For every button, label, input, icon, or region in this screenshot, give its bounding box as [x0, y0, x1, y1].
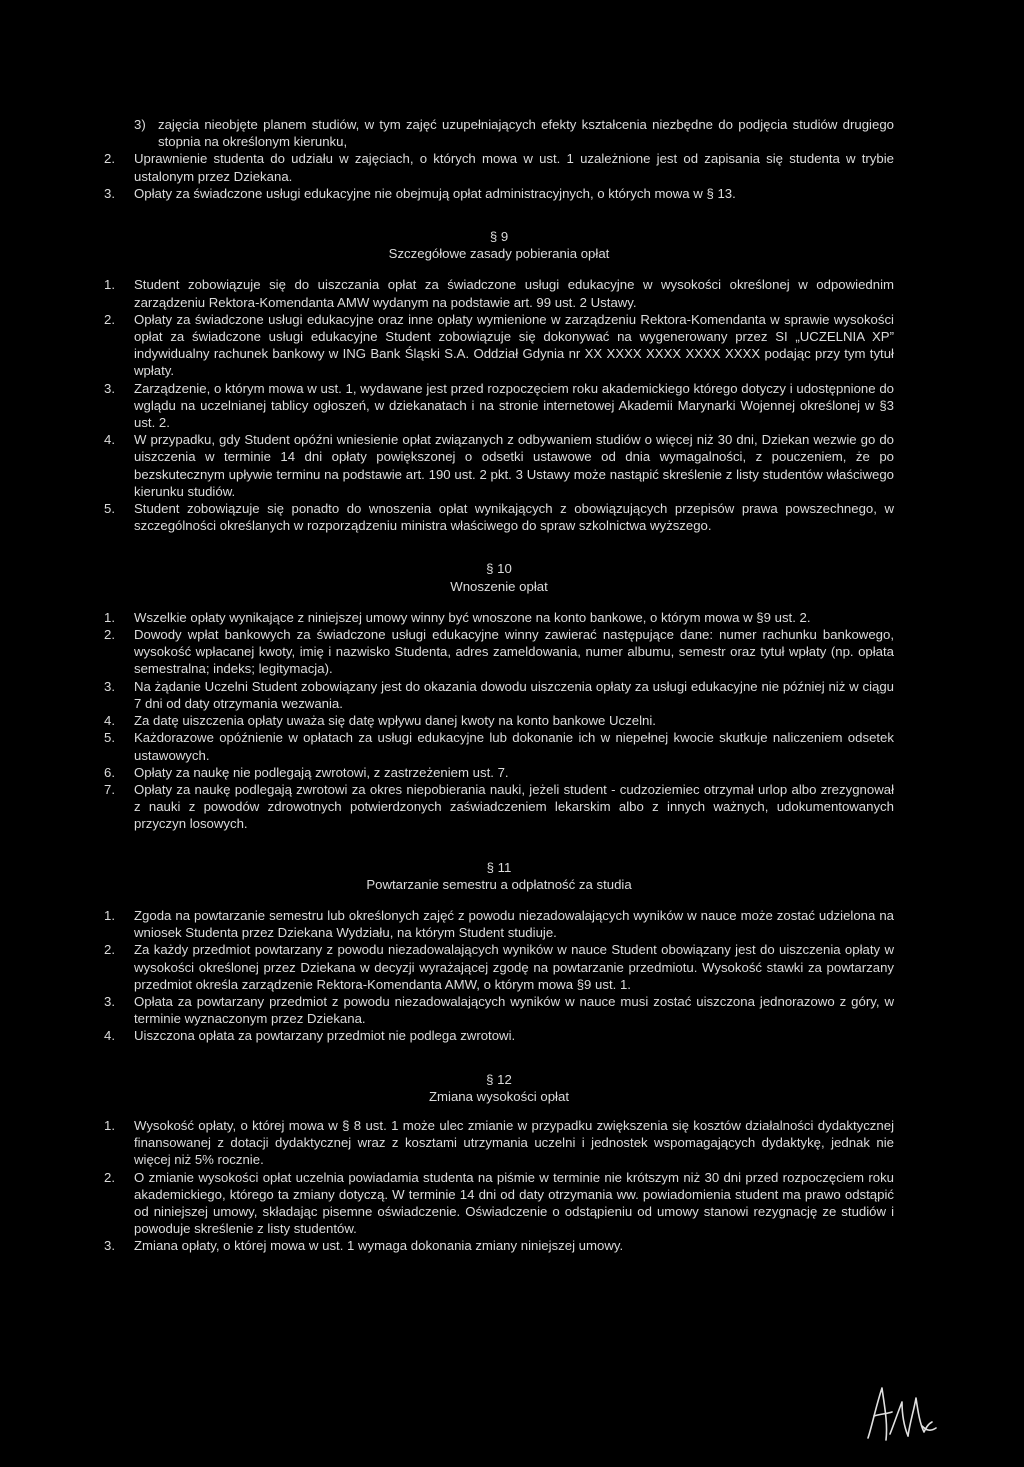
item-number: 6. — [104, 764, 115, 780]
list-item — [104, 1117, 894, 1169]
item-number: 2. — [104, 151, 115, 167]
item-number: 3. — [104, 380, 115, 396]
list-item — [104, 311, 894, 380]
item-number: 4. — [104, 432, 115, 448]
list-item — [104, 712, 894, 729]
item-number: 1. — [104, 277, 115, 293]
item-text: Zgoda na powtarzanie semestru lub określonych zajęć z powodu niezadowalających wyników w nauce może zostać udzielona na wniosek Studenta przez Dziekana Wydziału, na którym Student studiuje. — [134, 907, 894, 941]
list-item — [104, 941, 894, 993]
item-number: 3. — [104, 993, 115, 1009]
item-text: Opłaty za naukę nie podlegają zwrotowi, z zastrzeżeniem ust. 7. — [134, 764, 509, 780]
list-item — [104, 431, 894, 500]
list-item — [104, 276, 894, 310]
item-text: Każdorazowe opóźnienie w opłatach za usługi edukacyjne lub dokonanie ich w niepełnej kwocie skutkuje naliczeniem odsetek ustawowych. — [134, 730, 894, 763]
item-text: Opłaty za świadczone usługi edukacyjne oraz inne opłaty wymienione w zarządzeniu Rektora-Komendanta w sprawie wysokości opłat za świadczone usługi edukacyjne Student zobowiązuje się dokonywać na wygenerowany przez SI „UCZELNIA XP” indywidualny rachunek bankowy w ING Bank Śląski S.A. Oddział Gdynia nr XX XXXX XXXX XXXX XXXX podając przy tym tytuł wpłaty. — [134, 311, 894, 379]
item-number: 4. — [104, 1028, 115, 1044]
item-number: 1. — [104, 609, 115, 625]
item-number: 3. — [104, 185, 115, 201]
list-item — [104, 150, 894, 184]
list-item — [104, 185, 894, 202]
section-10-header — [104, 560, 894, 594]
item-number: 5. — [104, 730, 115, 746]
section-12-header — [104, 1071, 894, 1105]
list-item — [104, 781, 894, 833]
section-title: Zmiana wysokości opłat — [429, 1088, 569, 1104]
item-number: 7. — [104, 781, 115, 797]
list-item — [104, 729, 894, 763]
item-text: Za datę uiszczenia opłaty uważa się datę wpływu danej kwoty na konto bankowe Uczelni. — [134, 713, 656, 729]
list-item — [104, 626, 894, 678]
section-title: Powtarzanie semestru a odpłatność za studia — [366, 876, 632, 892]
item-text: Wysokość opłaty, o której mowa w § 8 ust. 1 może ulec zmianie w przypadku zwiększenia się kosztów działalności dydaktycznej finansowanej z dotacji dydaktycznej wraz z kosztami utrzymania uczelni i jednostek wspomagających dydaktykę, jednak nie więcej niż 5% rocznie. — [134, 1117, 894, 1168]
item-number: 2. — [104, 627, 115, 643]
item-text: Student zobowiązuje się ponadto do wnoszenia opłat wynikających z obowiązujących przepisów prawa powszechnego, w szczególności określanych w rozporządzeniu ministra właściwego do spraw szkolnictwa wyższego. — [134, 501, 894, 534]
item-text: Opłaty za naukę podlegają zwrotowi za okres niepobierania nauki, jeżeli student - cudzoziemiec otrzymał urlop albo zrezygnował z nauki z powodów zdrowotnych potwierdzonych zaświadczeniem lekarskim albo z innych ważnych, udokumentowanych przyczyn losowych. — [134, 781, 894, 832]
item-number: 3) — [134, 117, 146, 132]
section-heading: § 11 — [486, 859, 512, 875]
signature-icon — [862, 1376, 942, 1448]
list-item — [104, 116, 894, 150]
item-number: 2. — [104, 942, 115, 958]
item-number: 2. — [104, 311, 115, 327]
list-item — [104, 1237, 894, 1254]
item-number: 3. — [104, 1238, 115, 1254]
item-text: Za każdy przedmiot powtarzany z powodu niezadowalających wyników w nauce Student obowiązany jest do uiszczenia opłaty w wysokości określonej przez Dziekana w decyzji wyrażającej zgodę na powtarzanie przedmiotu. Wysokość stawki za powtarzany przedmiot określa zarządzenie Rektora-Komendanta AMW, o którym mowa §9 ust. 1. — [134, 942, 894, 992]
list-item — [104, 678, 894, 712]
item-text: Student zobowiązuje się do uiszczania opłat za świadczone usługi edukacyjne w wysokości określonej w odpowiednim zarządzeniu Rektora-Komendanta AMW wydanym na podstawie art. 99 ust. 2 Ustawy. — [134, 277, 894, 310]
item-number: 3. — [104, 678, 115, 694]
list-item — [104, 993, 894, 1027]
item-text: zajęcia nieobjęte planem studiów, w tym zajęć uzupełniających efekty kształcenia niezbędne do podjęcia studiów drugiego stopnia na określonym kierunku, — [158, 117, 894, 150]
item-number: 1. — [104, 1117, 115, 1133]
section-heading: § 9 — [489, 229, 509, 245]
document-body — [104, 116, 894, 1255]
item-text: Opłaty za świadczone usługi edukacyjne nie obejmują opłat administracyjnych, o których mowa w § 13. — [134, 185, 736, 201]
section-11-header — [104, 859, 894, 893]
section-heading: § 10 — [486, 561, 512, 577]
item-number: 2. — [104, 1169, 115, 1185]
item-text: Na żądanie Uczelni Student zobowiązany jest do okazania dowodu uiszczenia opłaty za usługi edukacyjne nie później niż w ciągu 7 dni od daty otrzymania wezwania. — [134, 678, 894, 711]
item-text: Uprawnienie studenta do udziału w zajęciach, o których mowa w ust. 1 uzależnione jest od zapisania się studenta w trybie ustalonym przez Dziekana. — [134, 151, 894, 184]
list-item — [104, 609, 894, 626]
list-item — [104, 764, 894, 781]
list-item — [104, 500, 894, 534]
section-title: Szczegółowe zasady pobierania opłat — [388, 246, 610, 262]
item-number: 4. — [104, 713, 115, 729]
item-text: Uiszczona opłata za powtarzany przedmiot nie podlega zwrotowi. — [134, 1028, 516, 1044]
item-text: W przypadku, gdy Student opóźni wniesienie opłat związanych z odbywaniem studiów o więcej niż 30 dni, Dziekan wezwie go do uiszczenia w terminie 14 dni opłaty powiększonej o odsetki ustawowe od dnia wymagalności, z pouczeniem, że po bezskutecznym upływie terminu na podstawie art. 190 ust. 2 pkt. 3 Ustawy może nastąpić skreślenie z listy studentów właściwego kierunku studiów. — [134, 432, 894, 499]
item-text: Wszelkie opłaty wynikające z niniejszej umowy winny być wnoszone na konto bankowe, o którym mowa w §9 ust. 2. — [134, 609, 811, 625]
section-title: Wnoszenie opłat — [450, 578, 548, 594]
item-text: Dowody wpłat bankowych za świadczone usługi edukacyjne winny zawierać następujące dane: numer rachunku bankowego, wysokość wpłacanej kwoty, imię i nazwisko Studenta, adres zameldowania, numer albumu, semestr oraz tytuł wpłaty (np. opłata semestralna; indeks; legitymacja). — [134, 627, 894, 677]
list-item — [104, 1027, 894, 1044]
list-item — [104, 907, 894, 941]
item-number: 1. — [104, 907, 115, 923]
list-item — [104, 1169, 894, 1238]
section-heading: § 12 — [486, 1071, 512, 1087]
item-number: 5. — [104, 501, 115, 517]
item-text: Opłata za powtarzany przedmiot z powodu niezadowalających wyników w nauce musi zostać uiszczona jednorazowo z góry, w terminie wyznaczonym przez Dziekana. — [134, 993, 894, 1027]
item-text: Zarządzenie, o którym mowa w ust. 1, wydawane jest przed rozpoczęciem roku akademickiego którego dotyczy i udostępnione do wglądu na uczelnianej tablicy ogłoszeń, w dziekanatach i na stronie internetowej Akademii Marynarki Wojennej określonej w §3 ust. 2. — [134, 380, 894, 431]
item-text: Zmiana opłaty, o której mowa w ust. 1 wymaga dokonania zmiany niniejszej umowy. — [134, 1238, 624, 1254]
list-item — [104, 380, 894, 432]
item-text: O zmianie wysokości opłat uczelnia powiadamia studenta na piśmie w terminie nie krótszym niż 30 dni przed rozpoczęciem roku akademickiego, którego ta zmiany dotyczą. W terminie 14 dni od daty otrzymania ww. powiadomienia student ma prawo odstąpić od niniejszej umowy, składając pisemne oświadczenie. Oświadczenie o odstąpieniu od umowy stanowi rezygnację ze studiów i powoduje skreślenie z listy studentów. — [134, 1169, 894, 1237]
section-9-header — [104, 228, 894, 262]
